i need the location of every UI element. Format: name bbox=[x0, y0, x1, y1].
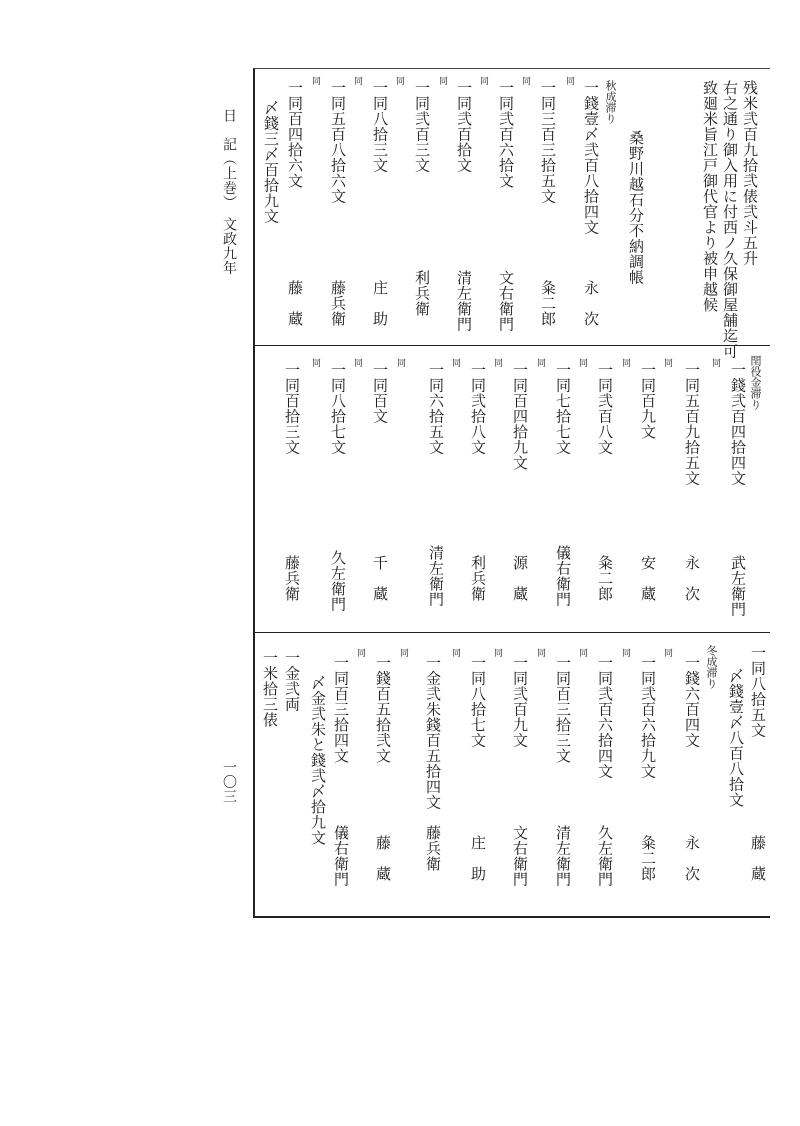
middle-entry-tag: 同 bbox=[310, 358, 320, 367]
middle-entry-tag: 同 bbox=[450, 358, 460, 367]
top-entry-tag: 同 bbox=[310, 76, 320, 85]
bottom-entry-tag: 同 bbox=[620, 648, 630, 657]
middle-entry-name: 清左衛門 bbox=[427, 545, 445, 607]
top-entry-name: 藤 蔵 bbox=[286, 280, 304, 327]
top-entry-name: 文右衛門 bbox=[497, 270, 515, 332]
top-entry-name: 永 次 bbox=[582, 280, 600, 327]
middle-entry-amount: 一同弐拾八文 bbox=[469, 362, 487, 455]
bottom-entry-amount: 一錢六百四文 bbox=[683, 655, 701, 748]
section-divider-bottom bbox=[253, 632, 770, 633]
bottom-entry-name: 文右衛門 bbox=[511, 825, 529, 887]
running-head-title: 日 記（上巻） 文政九年 bbox=[221, 108, 237, 275]
bottom-entry-amount: 一同弐百六拾九文 bbox=[639, 655, 657, 779]
middle-entry-name: 源 蔵 bbox=[511, 555, 529, 602]
top-entry-amount: 一同弐百三文 bbox=[413, 80, 431, 173]
bottom-entry-name: 藤兵衛 bbox=[424, 825, 442, 872]
top-entry-tag: 同 bbox=[564, 76, 574, 85]
bottom-first-name: 藤 蔵 bbox=[749, 835, 767, 882]
middle-entry-tag: 同 bbox=[620, 358, 630, 367]
middle-entry-tag: 同 bbox=[395, 358, 405, 367]
middle-section-label: 閏役金滞り bbox=[749, 355, 762, 410]
bottom-first-amount: 一同八拾五文 bbox=[749, 645, 767, 738]
bottom-entry-amount: 一同百三拾四文 bbox=[332, 655, 350, 764]
bottom-entry-tag: 同 bbox=[535, 648, 545, 657]
bottom-entry-tag: 同 bbox=[450, 648, 460, 657]
bottom-rice-total: 一米拾三俵 bbox=[261, 650, 279, 728]
middle-entry-name: 安 蔵 bbox=[639, 555, 657, 602]
middle-entry-amount: 一同五百九拾五文 bbox=[683, 362, 701, 486]
middle-entry-amount: 一同六拾五文 bbox=[427, 362, 445, 455]
page-number: 一〇三 bbox=[221, 760, 237, 804]
middle-entry-amount: 一同百四拾九文 bbox=[511, 362, 529, 471]
top-total: 〆錢三〆百拾九文 bbox=[262, 100, 280, 224]
bottom-entry-name: 久左衛門 bbox=[596, 825, 614, 887]
top-section-label: 秋成滞り bbox=[604, 80, 617, 124]
middle-entry-name: 利兵衛 bbox=[469, 555, 487, 602]
bottom-gold-total: 一金弐両 bbox=[283, 650, 301, 712]
top-entry-amount: 一錢壹〆弐百八拾四文 bbox=[582, 80, 600, 235]
middle-entry-amount: 一同百文 bbox=[371, 362, 389, 424]
ledger-title: 桑野川越石分不納調帳 bbox=[627, 130, 645, 285]
top-entry-tag: 同 bbox=[520, 76, 530, 85]
middle-entry-amount: 一同七拾七文 bbox=[554, 362, 572, 455]
bottom-subtotal: 〆錢壹〆八百八拾文 bbox=[727, 668, 745, 808]
bottom-entry-tag: 同 bbox=[662, 648, 672, 657]
middle-entry-name: 千 蔵 bbox=[371, 555, 389, 602]
bottom-entry-name: 粂二郎 bbox=[639, 835, 657, 882]
bottom-entry-tag: 同 bbox=[492, 648, 502, 657]
top-entry-amount: 一同百四拾六文 bbox=[286, 80, 304, 189]
bottom-entry-name: 庄 助 bbox=[469, 835, 487, 882]
middle-entry-amount: 一同八拾七文 bbox=[329, 362, 347, 455]
bottom-entry-tag: 同 bbox=[398, 648, 408, 657]
top-entry-name: 庄 助 bbox=[371, 280, 389, 327]
top-entry-tag: 同 bbox=[352, 76, 362, 85]
top-entry-amount: 一同三百三拾五文 bbox=[539, 80, 557, 204]
top-line-3: 致廻米旨江戸御代官より被申越候 bbox=[701, 80, 719, 313]
bottom-entry-amount: 一同八拾七文 bbox=[469, 655, 487, 748]
middle-entry-name: 粂二郎 bbox=[596, 555, 614, 602]
top-entry-name: 利兵衛 bbox=[413, 270, 431, 317]
top-entry-amount: 一同五百八拾六文 bbox=[329, 80, 347, 204]
bottom-entry-tag: 同 bbox=[577, 648, 587, 657]
top-entry-name: 藤兵衛 bbox=[329, 280, 347, 327]
middle-entry-amount: 一同百九文 bbox=[639, 362, 657, 440]
bottom-entry-amount: 一錢百五拾弐文 bbox=[374, 655, 392, 764]
top-entry-tag: 同 bbox=[394, 76, 404, 85]
bottom-section-label: 冬成滞り bbox=[705, 645, 718, 689]
middle-entry-tag: 同 bbox=[492, 358, 502, 367]
top-line-1: 残米弐百九拾弐俵弐斗五升 bbox=[741, 80, 759, 266]
top-entry-tag: 同 bbox=[437, 76, 447, 85]
middle-entry-amount: 一同百拾三文 bbox=[283, 362, 301, 455]
middle-entry-tag: 同 bbox=[535, 358, 545, 367]
bottom-entry-name: 藤 蔵 bbox=[374, 835, 392, 882]
bottom-entry-amount: 一同弐百六拾四文 bbox=[596, 655, 614, 779]
top-entry-amount: 一同弐百拾文 bbox=[455, 80, 473, 173]
bottom-entry-amount: 一同百三拾三文 bbox=[554, 655, 572, 764]
middle-entry-tag: 同 bbox=[710, 358, 720, 367]
middle-entry-amount: 一錢弐百四拾四文 bbox=[729, 362, 747, 486]
bottom-entry-name: 永 次 bbox=[683, 835, 701, 882]
middle-entry-tag: 同 bbox=[352, 358, 362, 367]
middle-entry-name: 武左衛門 bbox=[729, 555, 747, 617]
bottom-entry-name: 儀右衛門 bbox=[332, 825, 350, 887]
bottom-entry-name: 清左衛門 bbox=[554, 825, 572, 887]
middle-entry-name: 藤兵衛 bbox=[283, 555, 301, 602]
top-entry-tag: 同 bbox=[478, 76, 488, 85]
top-entry-amount: 一同弐百六拾文 bbox=[497, 80, 515, 189]
middle-entry-name: 久左衛門 bbox=[329, 550, 347, 612]
middle-entry-tag: 同 bbox=[662, 358, 672, 367]
bottom-entry-tag: 同 bbox=[355, 648, 365, 657]
middle-entry-name: 永 次 bbox=[683, 555, 701, 602]
middle-entry-name: 儀右衛門 bbox=[554, 545, 572, 607]
bottom-entry-amount: 一同弐百九文 bbox=[511, 655, 529, 748]
middle-entry-tag: 同 bbox=[577, 358, 587, 367]
top-entry-name: 清左衛門 bbox=[455, 270, 473, 332]
middle-entry-amount: 一同弐百八文 bbox=[596, 362, 614, 455]
top-line-2: 右之通り御入用に付西ノ久保御屋舗迄可 bbox=[721, 80, 739, 359]
top-entry-name: 粂二郎 bbox=[539, 280, 557, 327]
section-divider-top bbox=[253, 345, 770, 346]
top-entry-amount: 一同八拾三文 bbox=[371, 80, 389, 173]
bottom-combined-total: 〆金弐朱と錢弐〆拾九文 bbox=[309, 675, 327, 846]
bottom-entry-amount: 一金弐朱錢百五拾四文 bbox=[424, 655, 442, 810]
